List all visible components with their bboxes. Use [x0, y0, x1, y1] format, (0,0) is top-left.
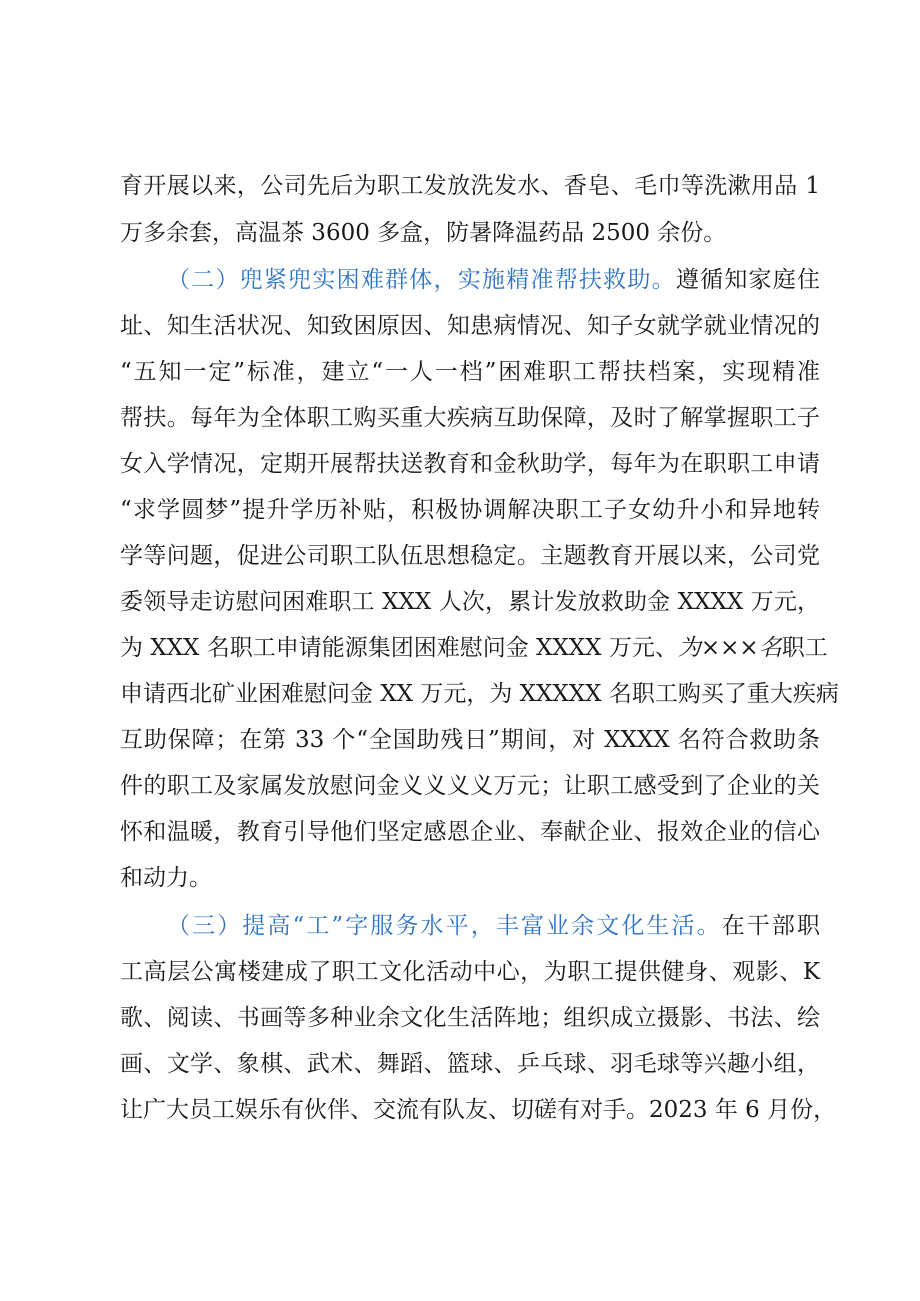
paragraph-text: 遵循知家庭住	[675, 267, 821, 293]
paragraph-line: 让广大员工娱乐有伙伴、交流有队友、切磋有对手。2023 年 6 月份，	[120, 1097, 837, 1123]
paragraph-line: 址、知生活状况、知致困原因、知患病情况、知子女就学就业情况的	[120, 313, 820, 339]
paragraph-line: 歌、阅读、书画等多种业余文化生活阵地；组织成立摄影、书法、绘	[120, 1005, 820, 1031]
paragraph-line: 互助保障；在第 33 个“全国助残日”期间，对 XXXX 名符合救助条	[120, 727, 820, 753]
paragraph-line: 工高层公寓楼建成了职工文化活动中心，为职工提供健身、观影、K	[120, 959, 820, 985]
paragraph-line: 申请西北矿业困难慰问金 XX 万元，为 XXXXX 名职工购买了重大疾病	[120, 681, 839, 707]
paragraph-line: 和动力。	[120, 865, 212, 891]
paragraph-line: 学等问题，促进公司职工队伍思想稳定。主题教育开展以来，公司党	[120, 543, 820, 569]
section-heading: （二）兜紧兜实困难群体，实施精准帮扶救助。	[167, 267, 676, 293]
paragraph-line: 件的职工及家属发放慰问金义义义义万元；让职工感受到了企业的关	[120, 773, 820, 799]
paragraph-line: 女入学情况，定期开展帮扶送教育和金秋助学，每年为在职职工申请	[120, 451, 820, 477]
paragraph-text: 在干部职	[721, 913, 820, 939]
paragraph-line: 帮扶。每年为全体职工购买重大疾病互助保障，及时了解掌握职工子	[120, 405, 820, 431]
paragraph-line: 怀和温暖，教育引导他们坚定感恩企业、奉献企业、报效企业的信心	[120, 819, 820, 845]
paragraph-line: 育开展以来，公司先后为职工发放洗发水、香皂、毛巾等洗漱用品 1	[120, 173, 820, 199]
italic-text: 为×××名	[677, 635, 782, 661]
paragraph-line	[120, 628, 828, 668]
paragraph-line: 委领导走访慰问困难职工 XXX 人次，累计发放救助金 XXXX 万元，	[120, 589, 820, 615]
section-heading: （三）提高“工”字服务水平，丰富业余文化生活。	[167, 913, 722, 939]
paragraph-text: 为 XXX 名职工申请能源集团困难慰问金 XXXX 万元、	[120, 635, 678, 661]
paragraph-line: 画、文学、象棋、武术、舞蹈、篮球、乒乓球、羽毛球等兴趣小组，	[120, 1051, 820, 1077]
paragraph-line: 万多余套，高温茶 3600 多盒，防暑降温药品 2500 余份。	[120, 220, 727, 246]
paragraph-line: “求学圆梦”提升学历补贴，积极协调解决职工子女幼升小和异地转	[120, 497, 820, 523]
paragraph-text: 职工	[781, 635, 828, 661]
paragraph-line: “五知一定”标准，建立“一人一档”困难职工帮扶档案，实现精准	[120, 359, 820, 385]
paragraph-line	[167, 260, 820, 300]
paragraph-line	[167, 906, 820, 946]
